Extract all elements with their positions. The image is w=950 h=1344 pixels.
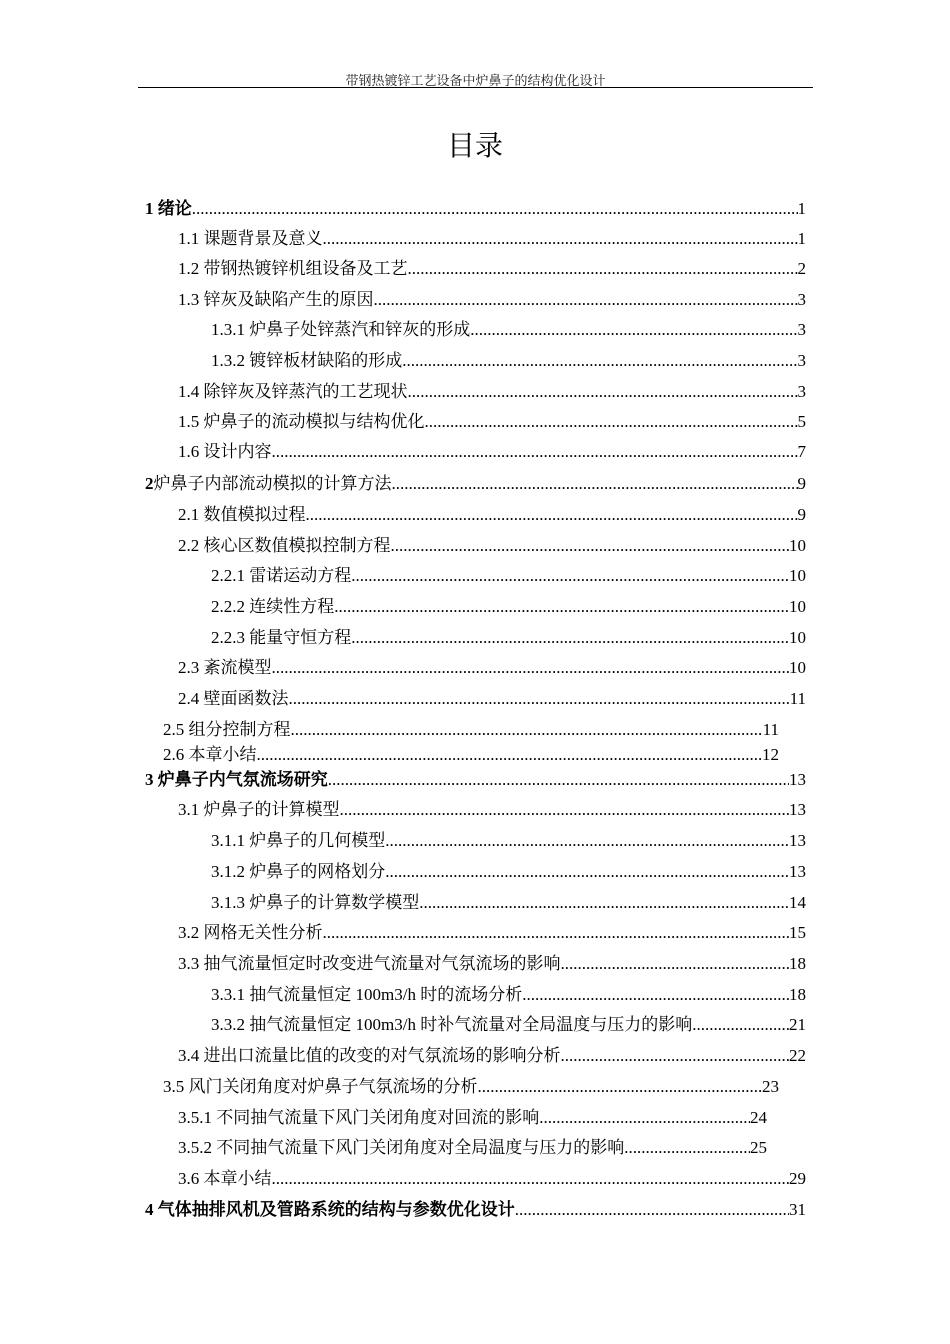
dot-leader	[419, 893, 789, 913]
toc-page-number: 1	[797, 199, 806, 218]
toc-page-number: 13	[789, 770, 806, 789]
dot-leader	[328, 770, 789, 790]
toc-entry-text: 1.4 除锌灰及锌蒸汽的工艺现状	[178, 382, 408, 401]
toc-entry-text: 2.1 数值模拟过程	[178, 505, 306, 524]
toc-entry-text: 1 绪论	[145, 199, 192, 218]
toc-entry-subsection[interactable]	[211, 623, 806, 648]
toc-page-number: 25	[750, 1138, 767, 1157]
toc-page-number: 22	[789, 1046, 806, 1065]
toc-entry-section[interactable]	[178, 407, 806, 432]
dot-leader	[392, 474, 798, 494]
toc-entry-text: 1.6 设计内容	[178, 442, 272, 461]
toc-entry-section[interactable]	[163, 1072, 779, 1097]
toc-entry-text: 3.1 炉鼻子的计算模型	[178, 800, 340, 819]
toc-entry-text: 1.3 锌灰及缺陷产生的原因	[178, 290, 374, 309]
dot-leader	[340, 800, 790, 820]
toc-page-number: 2	[797, 259, 806, 278]
toc-entry-section[interactable]	[178, 285, 806, 310]
toc-entry-text: 2.5 组分控制方程	[163, 720, 291, 739]
toc-page-number: 10	[789, 658, 806, 677]
toc-entry-text: 3.3.1 抽气流量恒定 100m3/h 时的流场分析	[211, 985, 523, 1004]
toc-page-number: 24	[750, 1108, 767, 1127]
toc-entry-section[interactable]	[178, 653, 806, 678]
dot-leader	[289, 689, 790, 709]
dot-leader	[192, 199, 798, 219]
toc-entry-subsection[interactable]	[178, 1133, 767, 1158]
toc-page-number: 11	[789, 689, 806, 708]
toc-entry-text: 1.2 带钢热镀锌机组设备及工艺	[178, 259, 408, 278]
toc-entry-section[interactable]	[178, 795, 806, 820]
toc-page-number: 13	[789, 831, 806, 850]
toc-entry-text: 3.3 抽气流量恒定时改变进气流量对气氛流场的影响	[178, 954, 561, 973]
dot-leader	[272, 658, 790, 678]
toc-page-number: 31	[789, 1200, 806, 1219]
toc-entry-text: 4 气体抽排风机及管路系统的结构与参数优化设计	[145, 1200, 515, 1219]
dot-leader	[351, 628, 789, 648]
toc-entry-text: 3.2 网格无关性分析	[178, 923, 323, 942]
toc-page-number: 10	[789, 597, 806, 616]
toc-page-number: 9	[797, 505, 806, 524]
dot-leader	[272, 1169, 790, 1189]
toc-entry-text: 3.1.1 炉鼻子的几何模型	[211, 831, 386, 850]
toc-entry-section[interactable]	[163, 715, 779, 740]
toc-entry-text: 3.3.2 抽气流量恒定 100m3/h 时补气流量对全局温度与压力的影响	[211, 1015, 693, 1034]
toc-entry-chapter[interactable]	[145, 1195, 806, 1220]
toc-page-number: 18	[789, 954, 806, 973]
toc-entry-subsection[interactable]	[211, 826, 806, 851]
toc-entry-subsection[interactable]	[211, 857, 806, 882]
toc-entry-text: 3.4 进出口流量比值的改变的对气氛流场的影响分析	[178, 1046, 561, 1065]
toc-entry-chapter[interactable]	[145, 469, 806, 494]
toc-page-number: 12	[762, 745, 779, 764]
toc-entry-section[interactable]	[178, 684, 806, 709]
toc-page-number: 10	[789, 628, 806, 647]
dot-leader	[385, 862, 789, 882]
toc-entry-text: 2.4 壁面函数法	[178, 689, 289, 708]
dot-leader	[522, 985, 789, 1005]
dot-leader	[306, 505, 798, 525]
toc-entry-text: 3.6 本章小结	[178, 1169, 272, 1188]
dot-leader	[561, 1046, 790, 1066]
toc-entry-text: 1.5 炉鼻子的流动模拟与结构优化	[178, 412, 425, 431]
dot-leader	[478, 1077, 763, 1097]
toc-page-number: 29	[789, 1169, 806, 1188]
toc-page-number: 3	[797, 290, 806, 309]
dot-leader	[402, 351, 797, 371]
dot-leader	[385, 831, 789, 851]
toc-page-number: 15	[789, 923, 806, 942]
toc-entry-section[interactable]	[178, 1164, 806, 1189]
dot-leader	[272, 442, 798, 462]
dot-leader	[323, 229, 798, 249]
toc-page-number: 9	[797, 474, 806, 493]
toc-entry-text: 1.1 课题背景及意义	[178, 229, 323, 248]
dot-leader	[470, 320, 797, 340]
toc-page-number: 14	[789, 893, 806, 912]
toc-entry-text: 2.2.1 雷诺运动方程	[211, 566, 352, 585]
toc-entry-chapter[interactable]	[145, 765, 806, 790]
toc-entry-text: 炉鼻子内部流动模拟的计算方法	[153, 474, 392, 493]
toc-page-number: 10	[789, 536, 806, 555]
running-header: 带钢热镀锌工艺设备中炉鼻子的结构优化设计	[345, 73, 606, 88]
toc-entry-subsection[interactable]	[178, 1103, 767, 1128]
dot-leader	[291, 720, 763, 740]
toc-page-number: 5	[797, 412, 806, 431]
toc-entry-subsection[interactable]	[211, 346, 806, 371]
toc-page-number: 18	[789, 985, 806, 1004]
toc-entry-text: 1.3.2 镀锌板材缺陷的形成	[211, 351, 403, 370]
toc-page-number: 21	[789, 1015, 806, 1034]
toc-page-number: 13	[789, 800, 806, 819]
toc-entry-section[interactable]	[178, 949, 806, 974]
toc-page-number: 10	[789, 566, 806, 585]
toc-entry-section[interactable]	[178, 437, 806, 462]
toc-entry-section[interactable]	[178, 224, 806, 249]
dot-leader	[425, 412, 798, 432]
toc-page-number: 3	[797, 320, 806, 339]
toc-entry-subsection[interactable]	[211, 1010, 806, 1035]
toc-page-number: 3	[797, 351, 806, 370]
toc-entry-chapter[interactable]	[145, 194, 806, 219]
toc-page-number: 23	[762, 1077, 779, 1096]
dot-leader	[257, 745, 763, 765]
dot-leader	[561, 954, 790, 974]
dot-leader	[351, 566, 789, 586]
dot-leader	[408, 259, 798, 279]
toc-entry-text: 3 炉鼻子内气氛流场研究	[145, 770, 328, 789]
dot-leader	[374, 290, 798, 310]
dot-leader	[334, 597, 789, 617]
toc-entry-section[interactable]	[178, 500, 806, 525]
dot-leader	[515, 1200, 789, 1220]
toc-entry-text: 3.5.1 不同抽气流量下风门关闭角度对回流的影响	[178, 1108, 540, 1127]
dot-leader	[323, 923, 790, 943]
toc-entry-subsection[interactable]	[211, 980, 806, 1005]
toc-entry-text: 3.1.2 炉鼻子的网格划分	[211, 862, 386, 881]
toc-entry-section[interactable]	[163, 740, 779, 765]
dot-leader	[624, 1138, 750, 1158]
toc-entry-text: 1.3.1 炉鼻子处锌蒸汽和锌灰的形成	[211, 320, 471, 339]
toc-entry-text: 3.5 风门关闭角度对炉鼻子气氛流场的分析	[163, 1077, 478, 1096]
toc-title: 目录	[446, 129, 503, 162]
header-rule	[138, 87, 813, 88]
dot-leader	[391, 536, 790, 556]
toc-entry-text: 3.5.2 不同抽气流量下风门关闭角度对全局温度与压力的影响	[178, 1138, 625, 1157]
toc-entry-text: 2.2 核心区数值模拟控制方程	[178, 536, 391, 555]
toc-entry-text: 2.2.3 能量守恒方程	[211, 628, 352, 647]
toc-entry-text: 2.6 本章小结	[163, 745, 257, 764]
toc-entry-section[interactable]	[178, 918, 806, 943]
toc-entry-subsection[interactable]	[211, 315, 806, 340]
dot-leader	[408, 382, 798, 402]
toc-entry-section[interactable]	[178, 254, 806, 279]
dot-leader	[692, 1015, 789, 1035]
toc-entry-section[interactable]	[178, 1041, 806, 1066]
toc-page-number: 7	[797, 442, 806, 461]
toc-page-number: 11	[762, 720, 779, 739]
toc-entry-subsection[interactable]	[211, 888, 806, 913]
toc-entry-section[interactable]	[178, 377, 806, 402]
toc-page-number: 1	[797, 229, 806, 248]
toc-entry-text: 3.1.3 炉鼻子的计算数学模型	[211, 893, 420, 912]
toc-page-number: 3	[797, 382, 806, 401]
toc-entry-subsection[interactable]	[211, 592, 806, 617]
toc-entry-number: 2	[145, 474, 154, 493]
toc-entry-subsection[interactable]	[211, 561, 806, 586]
toc-entry-text: 2.3 紊流模型	[178, 658, 272, 677]
toc-entry-section[interactable]	[178, 531, 806, 556]
dot-leader	[539, 1108, 750, 1128]
toc-entry-text: 2.2.2 连续性方程	[211, 597, 335, 616]
toc-page-number: 13	[789, 862, 806, 881]
